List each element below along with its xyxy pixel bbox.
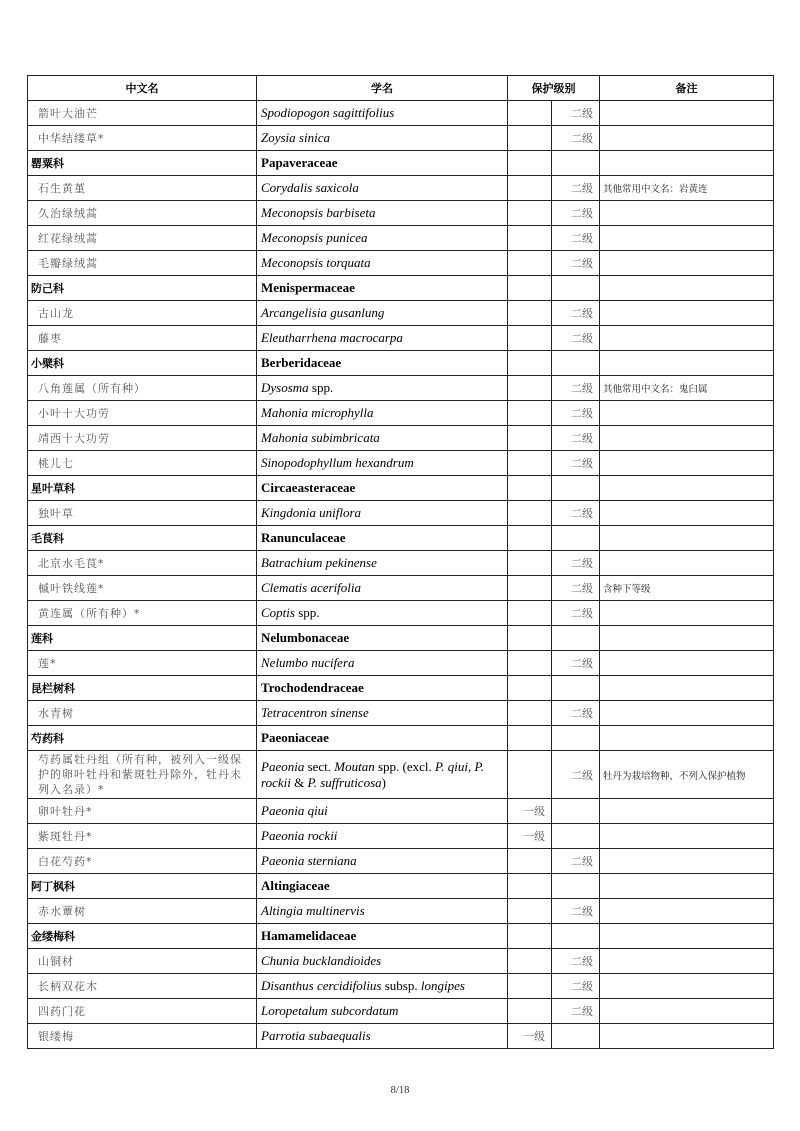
protection-level-1-cell xyxy=(508,949,552,974)
table-row xyxy=(28,451,774,476)
note-cell xyxy=(600,726,774,751)
protection-level-2-cell: 二级 xyxy=(552,451,600,476)
scientific-name-cell: Clematis acerifolia xyxy=(257,576,508,601)
chinese-name-cell: 独叶草 xyxy=(28,501,257,526)
scientific-name-cell: Tetracentron sinense xyxy=(257,701,508,726)
scientific-name-cell xyxy=(257,974,508,999)
family-chinese-name: 罂粟科 xyxy=(28,151,257,176)
chinese-name-cell: 中华结缕草* xyxy=(28,126,257,151)
scientific-name-part: & xyxy=(290,774,308,790)
scientific-name-cell: Batrachium pekinense xyxy=(257,551,508,576)
note-cell xyxy=(600,151,774,176)
protection-level-1-cell xyxy=(508,426,552,451)
chinese-name-cell: 黄连属（所有种）* xyxy=(28,601,257,626)
protection-level-1-cell: 一级 xyxy=(508,1024,552,1049)
note-cell xyxy=(600,949,774,974)
protection-level-1-cell xyxy=(508,751,552,799)
scientific-name-part: Disanthus cercidifolius xyxy=(261,978,382,993)
chinese-name-cell: 白花芍药* xyxy=(28,849,257,874)
protection-level-2-cell: 二级 xyxy=(552,974,600,999)
note-cell xyxy=(600,226,774,251)
protection-level-1-cell xyxy=(508,326,552,351)
protection-level-1-cell xyxy=(508,601,552,626)
family-scientific-name: Hamamelidaceae xyxy=(257,924,508,949)
chinese-name-cell: 靖西十大功劳 xyxy=(28,426,257,451)
protection-level-2-cell: 二级 xyxy=(552,401,600,426)
family-scientific-name: Nelumbonaceae xyxy=(257,626,508,651)
note-cell xyxy=(600,924,774,949)
scientific-name-part: P. qiui, P. rockii xyxy=(261,758,485,790)
protection-level-2-cell: 二级 xyxy=(552,176,600,201)
note-cell xyxy=(600,601,774,626)
scientific-name-part: subsp. xyxy=(381,978,421,993)
protection-level-2-cell xyxy=(552,526,600,551)
chinese-name-cell: 箭叶大油芒 xyxy=(28,101,257,126)
chinese-name-cell: 槭叶铁线莲* xyxy=(28,576,257,601)
scientific-name-cell: Paeonia rockii xyxy=(257,824,508,849)
protection-level-1-cell xyxy=(508,201,552,226)
protection-level-2-cell xyxy=(552,924,600,949)
scientific-name-cell: Meconopsis barbiseta xyxy=(257,201,508,226)
family-row xyxy=(28,476,774,501)
protection-level-1-cell xyxy=(508,451,552,476)
scientific-name-part: Coptis xyxy=(261,605,295,620)
scientific-name-cell: Mahonia subimbricata xyxy=(257,426,508,451)
family-row xyxy=(28,526,774,551)
note-cell xyxy=(600,1024,774,1049)
note-cell xyxy=(600,874,774,899)
page-number: 8/18 xyxy=(390,1085,410,1096)
protection-level-2-cell: 二级 xyxy=(552,849,600,874)
table-row xyxy=(28,824,774,849)
chinese-name-cell: 紫斑牡丹* xyxy=(28,824,257,849)
header-scientific-name: 学名 xyxy=(257,76,508,101)
protection-level-2-cell xyxy=(552,799,600,824)
table-row xyxy=(28,126,774,151)
note-cell xyxy=(600,626,774,651)
note-cell xyxy=(600,351,774,376)
note-cell xyxy=(600,999,774,1024)
protection-level-1-cell xyxy=(508,251,552,276)
note-cell xyxy=(600,401,774,426)
table-row xyxy=(28,899,774,924)
note-cell xyxy=(600,251,774,276)
protection-level-1-cell xyxy=(508,576,552,601)
chinese-name-cell: 古山龙 xyxy=(28,301,257,326)
scientific-name-cell: Nelumbo nucifera xyxy=(257,651,508,676)
protection-level-2-cell: 二级 xyxy=(552,101,600,126)
protection-level-1-cell xyxy=(508,476,552,501)
scientific-name-cell: Corydalis saxicola xyxy=(257,176,508,201)
protection-level-2-cell: 二级 xyxy=(552,326,600,351)
chinese-name-cell: 水青树 xyxy=(28,701,257,726)
chinese-name-cell: 芍药属牡丹组（所有种，被列入一级保护的卵叶牡丹和紫斑牡丹除外，牡丹未列入名录）* xyxy=(28,751,257,799)
scientific-name-cell xyxy=(257,376,508,401)
chinese-name-cell: 四药门花 xyxy=(28,999,257,1024)
chinese-name-cell: 藤枣 xyxy=(28,326,257,351)
note-cell xyxy=(600,201,774,226)
scientific-name-cell: Meconopsis punicea xyxy=(257,226,508,251)
protection-level-1-cell xyxy=(508,676,552,701)
family-chinese-name: 小檗科 xyxy=(28,351,257,376)
protection-level-2-cell: 二级 xyxy=(552,751,600,799)
scientific-name-part: Paeonia xyxy=(261,758,305,774)
protection-level-2-cell xyxy=(552,476,600,501)
scientific-name-cell: Loropetalum subcordatum xyxy=(257,999,508,1024)
table-row xyxy=(28,376,774,401)
family-row xyxy=(28,874,774,899)
chinese-name-cell: 八角莲属（所有种） xyxy=(28,376,257,401)
note-cell xyxy=(600,526,774,551)
note-cell: 含种下等级 xyxy=(600,576,774,601)
protection-level-1-cell xyxy=(508,626,552,651)
family-chinese-name: 芍药科 xyxy=(28,726,257,751)
header-protection-level: 保护级别 xyxy=(508,76,600,101)
note-cell: 其他常用中文名：鬼臼属 xyxy=(600,376,774,401)
protection-level-1-cell xyxy=(508,276,552,301)
family-chinese-name: 莲科 xyxy=(28,626,257,651)
table-row xyxy=(28,849,774,874)
note-cell xyxy=(600,651,774,676)
table-row xyxy=(28,201,774,226)
family-scientific-name: Menispermaceae xyxy=(257,276,508,301)
protection-level-1-cell xyxy=(508,151,552,176)
chinese-name-cell: 小叶十大功劳 xyxy=(28,401,257,426)
scientific-name-part: Dysosma xyxy=(261,380,309,395)
table-row xyxy=(28,551,774,576)
table-row xyxy=(28,651,774,676)
family-chinese-name: 星叶草科 xyxy=(28,476,257,501)
table-row xyxy=(28,949,774,974)
scientific-name-part: P. suffruticosa xyxy=(307,774,382,790)
scientific-name-cell: Mahonia microphylla xyxy=(257,401,508,426)
table-header-row xyxy=(28,76,774,101)
family-chinese-name: 阿丁枫科 xyxy=(28,874,257,899)
protection-level-2-cell: 二级 xyxy=(552,376,600,401)
note-cell xyxy=(600,326,774,351)
chinese-name-cell: 莲* xyxy=(28,651,257,676)
scientific-name-cell: Meconopsis torquata xyxy=(257,251,508,276)
protection-level-1-cell xyxy=(508,126,552,151)
note-cell xyxy=(600,451,774,476)
protection-level-1-cell xyxy=(508,701,552,726)
scientific-name-part: spp. (excl. xyxy=(374,758,436,774)
protection-level-1-cell xyxy=(508,401,552,426)
family-row xyxy=(28,151,774,176)
chinese-name-cell: 北京水毛茛* xyxy=(28,551,257,576)
protection-level-2-cell: 二级 xyxy=(552,551,600,576)
protection-level-2-cell xyxy=(552,351,600,376)
scientific-name-cell: Arcangelisia gusanlung xyxy=(257,301,508,326)
table-row xyxy=(28,576,774,601)
protection-level-2-cell xyxy=(552,1024,600,1049)
chinese-name-cell: 山铜材 xyxy=(28,949,257,974)
family-chinese-name: 金缕梅科 xyxy=(28,924,257,949)
family-scientific-name: Paeoniaceae xyxy=(257,726,508,751)
family-chinese-name: 昆栏树科 xyxy=(28,676,257,701)
protection-level-1-cell xyxy=(508,999,552,1024)
table-row xyxy=(28,1024,774,1049)
protection-level-1-cell xyxy=(508,376,552,401)
scientific-name-cell: Spodiopogon sagittifolius xyxy=(257,101,508,126)
family-row xyxy=(28,351,774,376)
protection-level-1-cell xyxy=(508,301,552,326)
family-row xyxy=(28,676,774,701)
protection-level-1-cell xyxy=(508,899,552,924)
chinese-name-cell: 红花绿绒蒿 xyxy=(28,226,257,251)
chinese-name-cell: 长柄双花木 xyxy=(28,974,257,999)
protection-level-2-cell: 二级 xyxy=(552,226,600,251)
note-cell xyxy=(600,501,774,526)
chinese-name-cell: 银缕梅 xyxy=(28,1024,257,1049)
protection-level-2-cell: 二级 xyxy=(552,949,600,974)
table-row xyxy=(28,226,774,251)
table-row xyxy=(28,251,774,276)
protection-level-1-cell xyxy=(508,874,552,899)
protection-level-2-cell xyxy=(552,824,600,849)
protection-level-2-cell: 二级 xyxy=(552,899,600,924)
protection-level-2-cell xyxy=(552,151,600,176)
scientific-name-cell: Eleutharrhena macrocarpa xyxy=(257,326,508,351)
table-row xyxy=(28,974,774,999)
family-row xyxy=(28,924,774,949)
header-notes: 备注 xyxy=(600,76,774,101)
scientific-name-cell: Paeonia sterniana xyxy=(257,849,508,874)
note-cell: 其他常用中文名：岩黄连 xyxy=(600,176,774,201)
family-scientific-name: Altingiaceae xyxy=(257,874,508,899)
note-cell xyxy=(600,476,774,501)
chinese-name-cell: 赤水蕈树 xyxy=(28,899,257,924)
protection-level-1-cell xyxy=(508,726,552,751)
protection-level-2-cell: 二级 xyxy=(552,651,600,676)
protection-level-2-cell xyxy=(552,874,600,899)
protection-level-2-cell: 二级 xyxy=(552,301,600,326)
protection-level-2-cell: 二级 xyxy=(552,501,600,526)
note-cell xyxy=(600,849,774,874)
scientific-name-cell xyxy=(257,601,508,626)
protection-level-2-cell: 二级 xyxy=(552,126,600,151)
table-row xyxy=(28,401,774,426)
protection-level-1-cell: 一级 xyxy=(508,824,552,849)
protection-level-1-cell xyxy=(508,501,552,526)
protection-level-2-cell xyxy=(552,276,600,301)
family-row xyxy=(28,276,774,301)
scientific-name-cell: Altingia multinervis xyxy=(257,899,508,924)
table-row xyxy=(28,326,774,351)
protected-plants-table-container xyxy=(27,75,773,1049)
scientific-name-part: longipes xyxy=(420,978,465,993)
scientific-name-cell: Kingdonia uniflora xyxy=(257,501,508,526)
protection-level-1-cell xyxy=(508,974,552,999)
protection-level-1-cell xyxy=(508,551,552,576)
protection-level-1-cell xyxy=(508,924,552,949)
protection-level-2-cell xyxy=(552,676,600,701)
note-cell xyxy=(600,426,774,451)
family-scientific-name: Trochodendraceae xyxy=(257,676,508,701)
note-cell xyxy=(600,276,774,301)
scientific-name-part: sect. xyxy=(304,758,335,774)
note-cell xyxy=(600,676,774,701)
table-body xyxy=(28,101,774,1049)
chinese-name-cell: 卵叶牡丹* xyxy=(28,799,257,824)
protection-level-1-cell xyxy=(508,526,552,551)
chinese-name-cell: 久治绿绒蒿 xyxy=(28,201,257,226)
table-row xyxy=(28,601,774,626)
protection-level-1-cell xyxy=(508,651,552,676)
scientific-name-cell: Sinopodophyllum hexandrum xyxy=(257,451,508,476)
family-scientific-name: Circaeasteraceae xyxy=(257,476,508,501)
protection-level-2-cell: 二级 xyxy=(552,426,600,451)
family-chinese-name: 毛茛科 xyxy=(28,526,257,551)
note-cell xyxy=(600,899,774,924)
scientific-name-cell: Chunia bucklandioides xyxy=(257,949,508,974)
scientific-name-cell xyxy=(257,751,508,799)
scientific-name-part: spp. xyxy=(294,605,320,620)
family-row xyxy=(28,626,774,651)
protection-level-1-cell xyxy=(508,351,552,376)
table-row xyxy=(28,999,774,1024)
protection-level-2-cell: 二级 xyxy=(552,251,600,276)
table-row xyxy=(28,101,774,126)
table-row xyxy=(28,426,774,451)
table-row xyxy=(28,301,774,326)
protection-level-2-cell: 二级 xyxy=(552,701,600,726)
protection-level-2-cell: 二级 xyxy=(552,601,600,626)
note-cell xyxy=(600,101,774,126)
scientific-name-part: ) xyxy=(381,774,386,790)
note-cell xyxy=(600,301,774,326)
family-scientific-name: Ranunculaceae xyxy=(257,526,508,551)
protection-level-2-cell xyxy=(552,626,600,651)
note-cell xyxy=(600,551,774,576)
table-row xyxy=(28,701,774,726)
scientific-name-cell: Parrotia subaequalis xyxy=(257,1024,508,1049)
scientific-name-part: Moutan xyxy=(334,758,375,774)
note-cell: 牡丹为栽培物种，不列入保护植物 xyxy=(600,751,774,799)
protection-level-1-cell xyxy=(508,226,552,251)
protection-level-1-cell xyxy=(508,176,552,201)
protection-level-1-cell: 一级 xyxy=(508,799,552,824)
protection-level-2-cell: 二级 xyxy=(552,999,600,1024)
protection-level-2-cell xyxy=(552,726,600,751)
chinese-name-cell: 毛瓣绿绒蒿 xyxy=(28,251,257,276)
family-chinese-name: 防己科 xyxy=(28,276,257,301)
protection-level-2-cell: 二级 xyxy=(552,576,600,601)
table-row xyxy=(28,176,774,201)
family-row xyxy=(28,726,774,751)
protection-level-2-cell: 二级 xyxy=(552,201,600,226)
protected-plants-table xyxy=(27,75,774,1049)
header-chinese-name: 中文名 xyxy=(28,76,257,101)
family-scientific-name: Berberidaceae xyxy=(257,351,508,376)
note-cell xyxy=(600,824,774,849)
table-row xyxy=(28,751,774,799)
note-cell xyxy=(600,126,774,151)
table-row xyxy=(28,501,774,526)
scientific-name-part: spp. xyxy=(308,380,334,395)
protection-level-1-cell xyxy=(508,101,552,126)
scientific-name-cell: Zoysia sinica xyxy=(257,126,508,151)
family-scientific-name: Papaveraceae xyxy=(257,151,508,176)
protection-level-1-cell xyxy=(508,849,552,874)
chinese-name-cell: 石生黄堇 xyxy=(28,176,257,201)
note-cell xyxy=(600,974,774,999)
note-cell xyxy=(600,701,774,726)
note-cell xyxy=(600,799,774,824)
scientific-name-cell: Paeonia qiui xyxy=(257,799,508,824)
chinese-name-cell: 桃儿七 xyxy=(28,451,257,476)
table-row xyxy=(28,799,774,824)
